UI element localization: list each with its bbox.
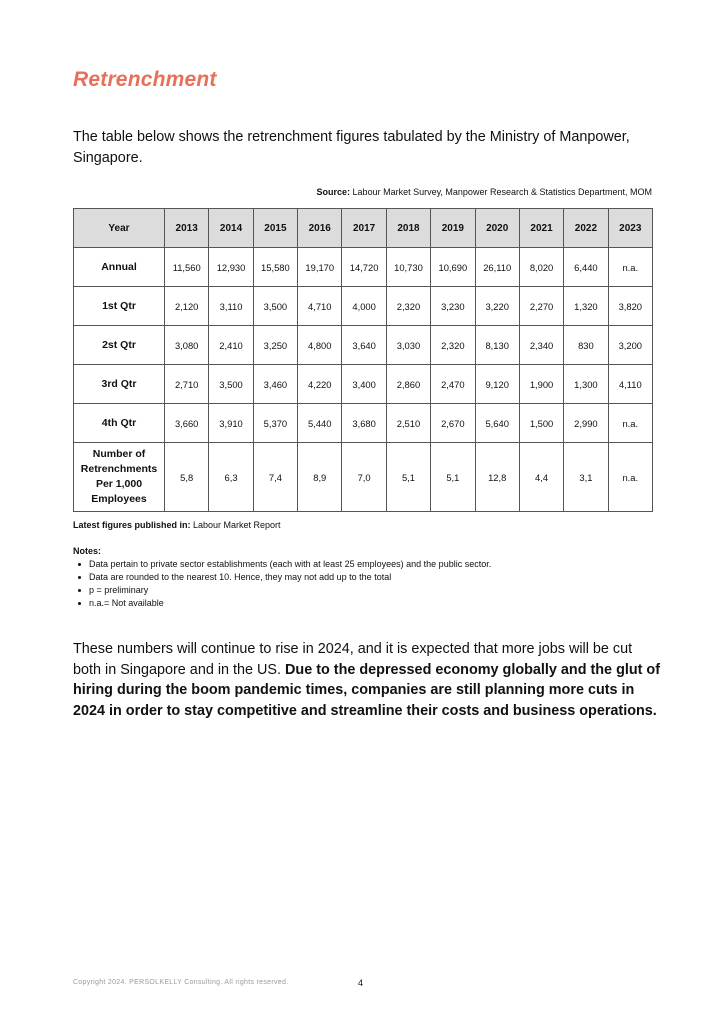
table-cell: 19,170 xyxy=(298,248,342,287)
closing-plain-text: These numbers will continue to rise in 2024, and it is expected that more jobs will be cut both in Singapore and in the US. xyxy=(73,641,633,678)
table-cell: 8,020 xyxy=(519,248,563,287)
table-cell: 3,250 xyxy=(253,326,297,365)
notes-list xyxy=(73,558,491,610)
latest-label: Latest figures published in: xyxy=(73,520,191,530)
table-cell: 2,670 xyxy=(431,404,475,443)
source-text: Labour Market Survey, Manpower Research & Statistics Department, MOM xyxy=(350,187,652,197)
table-cell: 7,0 xyxy=(342,443,386,512)
table-cell: 4,4 xyxy=(519,443,563,512)
table-cell: 2,320 xyxy=(386,287,430,326)
table-row xyxy=(74,365,653,404)
table-cell: 7,4 xyxy=(253,443,297,512)
table-cell: 5,1 xyxy=(386,443,430,512)
table-cell: 6,3 xyxy=(209,443,253,512)
table-cell: 830 xyxy=(564,326,608,365)
table-cell: 2,470 xyxy=(431,365,475,404)
table-cell: 8,130 xyxy=(475,326,519,365)
table-cell: 1,320 xyxy=(564,287,608,326)
table-cell: 5,440 xyxy=(298,404,342,443)
note-item: p = preliminary xyxy=(89,584,491,597)
table-cell: 3,500 xyxy=(253,287,297,326)
header-year-2015: 2015 xyxy=(253,209,297,248)
table-cell: 3,460 xyxy=(253,365,297,404)
footer-copyright: Copyright 2024. PERSOLKELLY Consulting. All rights reserved. xyxy=(73,979,289,986)
table-cell: 4,800 xyxy=(298,326,342,365)
row-label: 3rd Qtr xyxy=(74,365,165,404)
header-year-2022: 2022 xyxy=(564,209,608,248)
note-item: Data pertain to private sector establishments (each with at least 25 employees) and the public sector. xyxy=(89,559,492,569)
notes-title: Notes: xyxy=(73,546,102,556)
row-label: 1st Qtr xyxy=(74,287,165,326)
table-cell: 3,1 xyxy=(564,443,608,512)
row-label: 2st Qtr xyxy=(74,326,165,365)
table-cell: 3,030 xyxy=(386,326,430,365)
header-year-2018: 2018 xyxy=(386,209,430,248)
header-year-2021: 2021 xyxy=(519,209,563,248)
table-cell: 6,440 xyxy=(564,248,608,287)
latest-text: Labour Market Report xyxy=(190,520,281,530)
table-cell: 11,560 xyxy=(165,248,209,287)
header-year-2013: 2013 xyxy=(165,209,209,248)
table-cell: 2,340 xyxy=(519,326,563,365)
table-row xyxy=(74,248,653,287)
table-cell: 5,370 xyxy=(253,404,297,443)
table-row xyxy=(74,326,653,365)
table-cell: 1,300 xyxy=(564,365,608,404)
closing-bold-text: Due to the depressed economy globally and the glut of hiring during the boom pandemic times, companies are still planning more cuts in 2024 in order to stay competitive and streamline their costs and business operations. xyxy=(73,661,661,719)
table-cell: 2,860 xyxy=(386,365,430,404)
table-cell: 2,710 xyxy=(165,365,209,404)
table-cell: 4,000 xyxy=(342,287,386,326)
table-cell: 3,660 xyxy=(165,404,209,443)
note-item: Data are rounded to the nearest 10. Hence, they may not add up to the total xyxy=(89,571,491,584)
source-note xyxy=(317,187,652,197)
intro-paragraph: The table below shows the retrenchment figures tabulated by the Ministry of Manpower, Singapore. xyxy=(73,129,630,166)
table-cell: 4,110 xyxy=(608,365,652,404)
table-cell: 9,120 xyxy=(475,365,519,404)
header-year-label: Year xyxy=(74,209,165,248)
table-cell: 3,680 xyxy=(342,404,386,443)
table-cell: 26,110 xyxy=(475,248,519,287)
header-year-2019: 2019 xyxy=(431,209,475,248)
page-number: 4 xyxy=(358,978,364,988)
header-year-2016: 2016 xyxy=(298,209,342,248)
note-item: n.a.= Not available xyxy=(89,597,491,610)
table-cell: 10,730 xyxy=(386,248,430,287)
table-cell: 3,910 xyxy=(209,404,253,443)
table-cell: 1,900 xyxy=(519,365,563,404)
table-cell: n.a. xyxy=(608,443,652,512)
table-cell: 4,220 xyxy=(298,365,342,404)
table-row xyxy=(74,287,653,326)
header-year-2020: 2020 xyxy=(475,209,519,248)
table-row xyxy=(74,404,653,443)
table-cell: 14,720 xyxy=(342,248,386,287)
table-cell: 3,220 xyxy=(475,287,519,326)
table-cell: 3,230 xyxy=(431,287,475,326)
table-cell: n.a. xyxy=(608,248,652,287)
table-row xyxy=(74,443,653,512)
table-cell: 2,990 xyxy=(564,404,608,443)
table-cell: 3,110 xyxy=(209,287,253,326)
table-cell: 2,320 xyxy=(431,326,475,365)
table-cell: 1,500 xyxy=(519,404,563,443)
header-year-2017: 2017 xyxy=(342,209,386,248)
table-cell: 10,690 xyxy=(431,248,475,287)
table-cell: 5,8 xyxy=(165,443,209,512)
table-cell: 4,710 xyxy=(298,287,342,326)
table-cell: 3,200 xyxy=(608,326,652,365)
table-cell: 2,120 xyxy=(165,287,209,326)
table-cell: 2,510 xyxy=(386,404,430,443)
table-cell: n.a. xyxy=(608,404,652,443)
table-cell: 3,080 xyxy=(165,326,209,365)
retrenchment-table xyxy=(73,208,653,512)
header-year-2023: 2023 xyxy=(608,209,652,248)
table-cell: 3,500 xyxy=(209,365,253,404)
row-label: 4th Qtr xyxy=(74,404,165,443)
latest-figures-note xyxy=(73,520,281,530)
section-heading: Retrenchment xyxy=(73,68,217,91)
table-cell: 3,820 xyxy=(608,287,652,326)
table-cell: 2,270 xyxy=(519,287,563,326)
table-cell: 15,580 xyxy=(253,248,297,287)
closing-paragraph xyxy=(73,639,663,721)
table-header-row xyxy=(74,209,653,248)
row-label: Annual xyxy=(74,248,165,287)
table-cell: 8,9 xyxy=(298,443,342,512)
table-cell: 2,410 xyxy=(209,326,253,365)
table-cell: 12,930 xyxy=(209,248,253,287)
table-cell: 5,640 xyxy=(475,404,519,443)
table-cell: 3,640 xyxy=(342,326,386,365)
source-label: Source: xyxy=(316,187,351,197)
table-cell: 12,8 xyxy=(475,443,519,512)
table-cell: 5,1 xyxy=(431,443,475,512)
header-year-2014: 2014 xyxy=(209,209,253,248)
row-label: Number of Retrenchments Per 1,000 Employees xyxy=(74,443,165,512)
table-cell: 3,400 xyxy=(342,365,386,404)
